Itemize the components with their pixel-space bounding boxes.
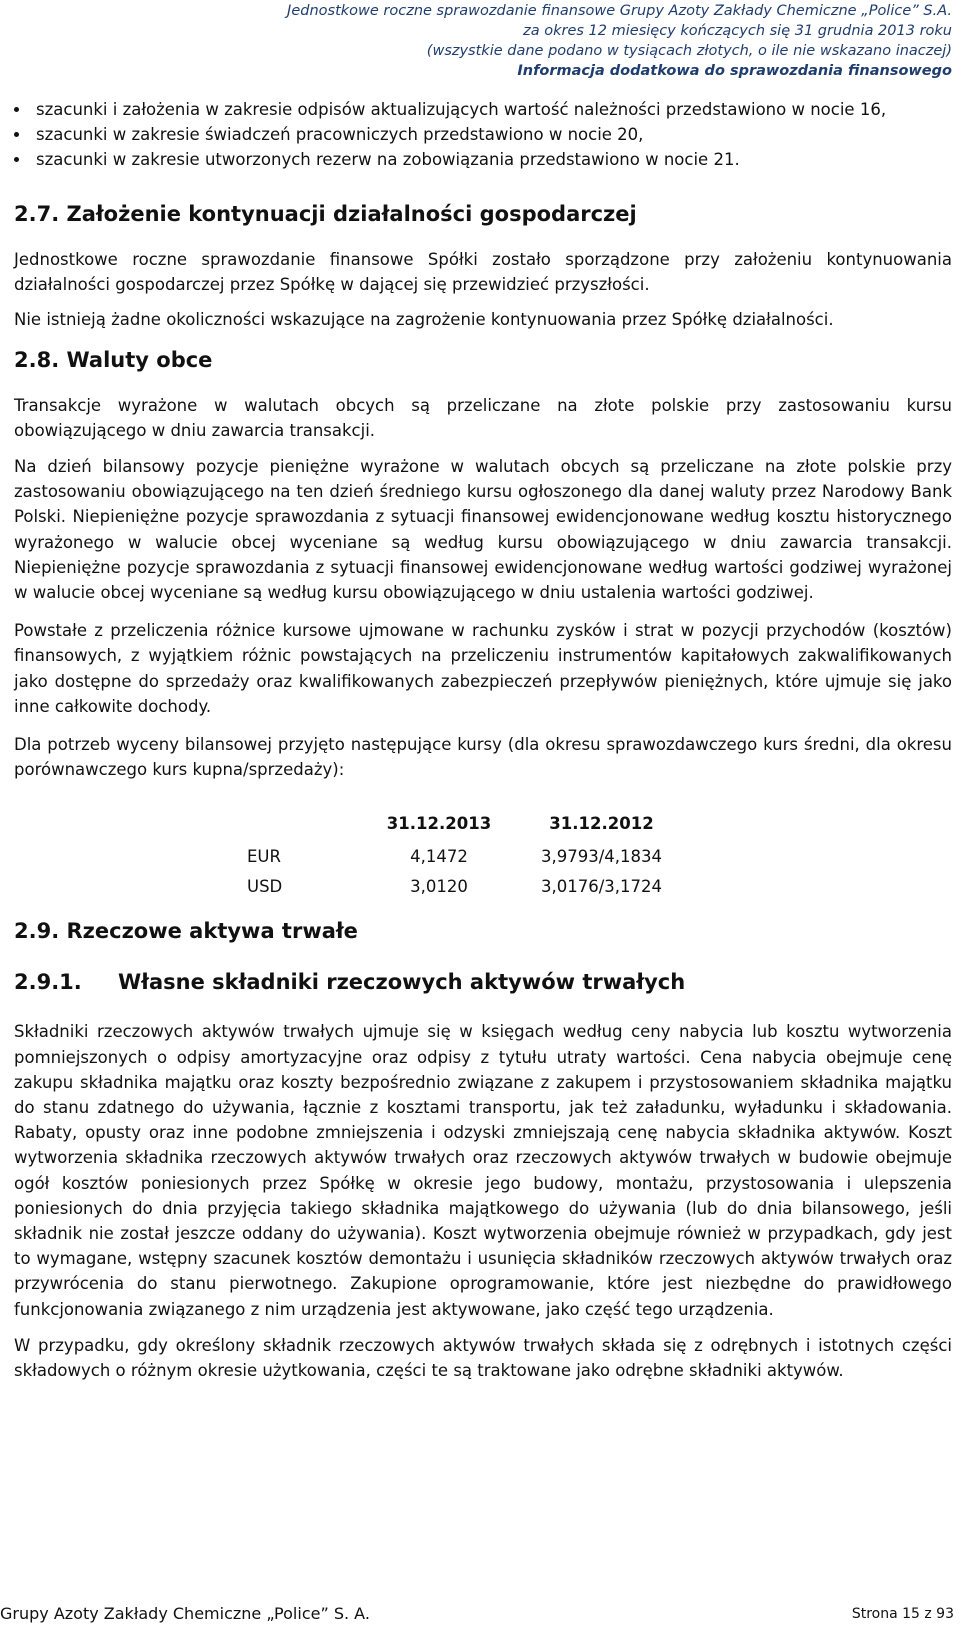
- paragraph: Składniki rzeczowych aktywów trwałych ujmuje się w księgach według ceny nabycia lub kosztu wytworzenia pomniejszonych o odpisy amortyzacyjne oraz odpisy z tytułu utraty wartości. Cena nabycia obejmuje cenę zakupu składnika majątku oraz koszty bezpośrednio związane z zakupem i przystosowaniem składnika majątku do stanu zdatnego do używania, łącznie z kosztami transportu, jak też załadunku, wyładunku i składowania. Rabaty, opusty oraz inne podobne zmniejszenia i odzyski zmniejszają cenę nabycia składnika aktywów. Koszt wytworzenia składnika rzeczowych aktywów trwałych oraz rzeczowych aktywów trwałych w budowie obejmuje ogół kosztów poniesionych przez Spółkę w okresie jego budowy, montażu, przystosowania i ulepszenia poniesionych do dnia przyjęcia takiego składnika majątkowego do używania (lub do dnia bilansowego, jeśli składnik nie został jeszcze oddany do używania). Koszt wytworzenia obejmuje również w przypadkach, gdy jest to wymagane, wstępny szacunek kosztów demontażu i usunięcia składników rzeczowych aktywów trwałych oraz przywrócenia do stanu pierwotnego. Zakupione oprogramowanie, które jest niezbędne do prawidłowego funkcjonowania związanego z nim urządzenia jest aktywowane, jako część tego urządzenia.: [14, 1022, 952, 1319]
- paragraph: W przypadku, gdy określony składnik rzeczowych aktywów trwałych składa się z odrębnych i istotnych części składowych o różnym okresie użytkowania, części te są traktowane jako odrębne składniki aktywów.: [14, 1335, 952, 1381]
- footer-page-number: Strona 15 z 93: [851, 1606, 954, 1622]
- paragraph: Jednostkowe roczne sprawozdanie finansowe Spółki zostało sporządzone przy założeniu kontynuowania działalności gospodarczej przez Spółkę w dającej się przewidzieć przyszłości.: [14, 250, 952, 295]
- paragraph: Nie istnieją żadne okoliczności wskazujące na zagrożenie kontynuowania przez Spółkę działalności.: [14, 310, 834, 330]
- table-header-cell: 31.12.2013: [386, 813, 492, 833]
- table-row: [247, 841, 684, 871]
- header-section: Informacja dodatkowa do sprawozdania finansowego: [517, 63, 952, 79]
- table-header-row: [247, 805, 684, 841]
- section-heading-2-8: 2.8. Waluty obce: [14, 347, 213, 372]
- header-units-note: (wszystkie dane podano w tysiącach złotych, o ile nie wskazano inaczej): [426, 43, 952, 59]
- table-row: [247, 871, 684, 901]
- page-header: [287, 1, 952, 81]
- paragraph: Dla potrzeb wyceny bilansowej przyjęto następujące kursy (dla okresu sprawozdawczego kurs średni, dla okresu porównawczego kurs kupna/sprzedaży):: [14, 735, 952, 780]
- list-item: szacunki w zakresie świadczeń pracowniczych przedstawiono w nocie 20,: [36, 122, 952, 147]
- section-title: Własne składniki rzeczowych aktywów trwałych: [118, 970, 686, 995]
- rate-value: 3,9793/4,1834: [540, 846, 663, 866]
- paragraph: Powstałe z przeliczenia różnice kursowe ujmowane w rachunku zysków i strat w pozycji przychodów (kosztów) finansowych, z wyjątkiem różnic powstających na przeliczeniu instrumentów kapitałowych zakwalifikowanych jako dostępne do sprzedaży oraz kwalifikowanych zabezpieczeń przepływów pieniężnych, które ujmuje się jako inne całkowite dochody.: [14, 621, 952, 716]
- header-period: za okres 12 miesięcy kończących się 31 grudnia 2013 roku: [523, 23, 952, 39]
- exchange-rates-table: [247, 805, 684, 901]
- page-content: [14, 97, 952, 1383]
- rate-value: 3,0176/3,1724: [540, 876, 663, 896]
- list-item: szacunki w zakresie utworzonych rezerw na zobowiązania przedstawiono w nocie 21.: [36, 147, 952, 172]
- footer-company: Grupy Azoty Zakłady Chemiczne „Police” S. A.: [0, 1604, 370, 1623]
- estimates-list: [14, 97, 952, 172]
- section-heading-2-7: 2.7. Założenie kontynuacji działalności gospodarczej: [14, 202, 637, 226]
- header-report-title: Jednostkowe roczne sprawozdanie finansowe Grupy Azoty Zakłady Chemiczne „Police” S.A.: [287, 3, 952, 19]
- table-header-cell: 31.12.2012: [549, 813, 654, 833]
- section-heading-2-9: 2.9. Rzeczowe aktywa trwałe: [14, 919, 358, 944]
- paragraph: Transakcje wyrażone w walutach obcych są przeliczane na złote polskie przy zastosowaniu kursu obowiązującego w dniu zawarcia transakcji.: [14, 395, 952, 440]
- rate-value: 3,0120: [410, 876, 468, 896]
- rate-value: 4,1472: [410, 846, 468, 866]
- section-number: 2.9.1.: [14, 970, 82, 995]
- section-heading-2-9-1: [14, 968, 952, 996]
- table-header-cell: [247, 805, 359, 841]
- currency-code: USD: [247, 876, 283, 896]
- paragraph: Na dzień bilansowy pozycje pieniężne wyrażone w walutach obcych są przeliczane na złote polskie przy zastosowaniu obowiązującego na ten dzień średniego kursu ogłoszonego dla danej waluty przez Narodowy Bank Polski. Niepieniężne pozycje sprawozdania z sytuacji finansowej ewidencjonowane według kosztu historycznego wyrażonego w walucie obcej wyceniane są według kursu obowiązującego w dniu zawarcia transakcji. Niepieniężne pozycje sprawozdania z sytuacji finansowej ewidencjonowane według wartości godziwej wyrażonej w walucie obcej wyceniane są według kursu obowiązującego w dniu ustalenia wartości godziwej.: [14, 457, 952, 603]
- currency-code: EUR: [247, 846, 281, 866]
- list-item: szacunki i założenia w zakresie odpisów aktualizujących wartość należności przedstawiono w nocie 16,: [36, 97, 952, 122]
